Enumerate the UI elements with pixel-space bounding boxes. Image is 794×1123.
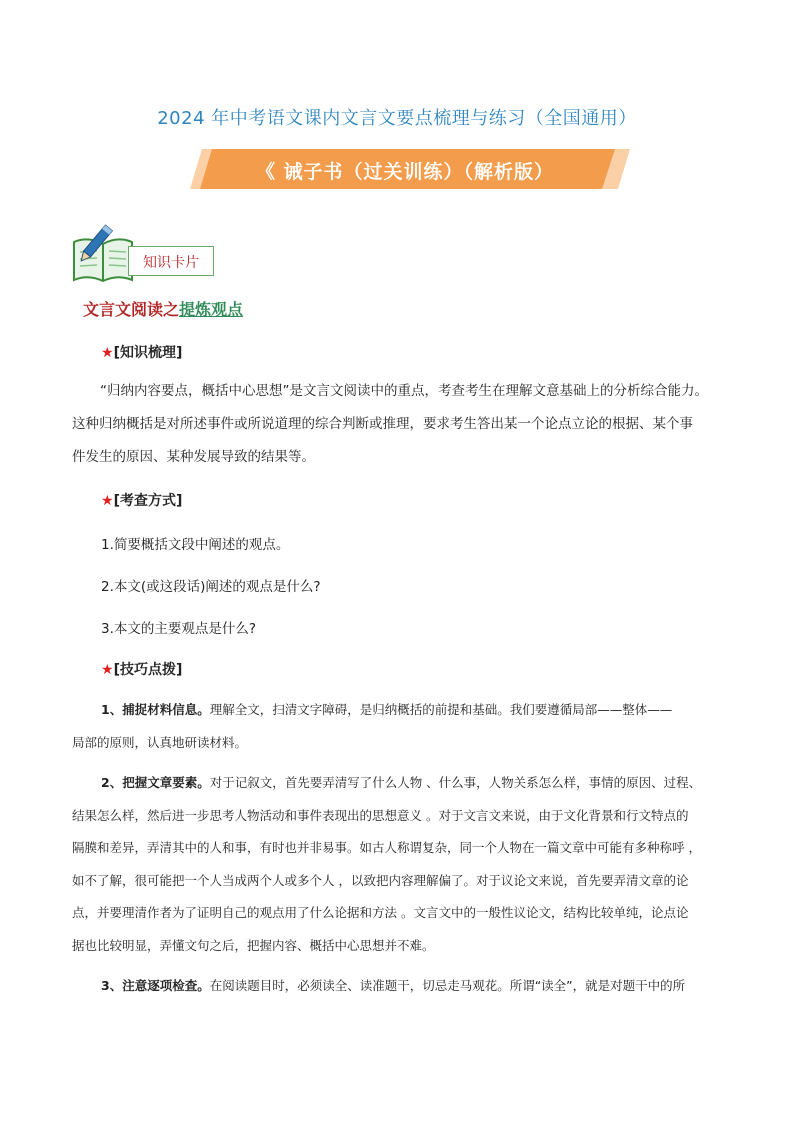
- tip-2-title: 2、把握文章要素。: [101, 775, 210, 790]
- document-title: 2024 年中考语文课内文言文要点梳理与练习（全国通用）: [157, 108, 637, 129]
- section-heading: [83, 297, 243, 320]
- knowledge-line-2: 这种归纳概括是对所述事件或所说道理的综合判断或推理，要求考生答出某一个论点立论的根据、某个事: [72, 416, 693, 432]
- tip-1: [72, 694, 724, 759]
- card-label-box: [128, 246, 214, 276]
- knowledge-heading: [101, 342, 182, 362]
- section-highlight: 提炼观点: [179, 300, 244, 319]
- tip-2-line-3: 隔膜和差异，弄清其中的人和事，有时也并非易事。如古人称谓复杂，同一个人物在一篇文章中可能有多种称呼 ，: [72, 840, 701, 855]
- star-icon: ★: [101, 493, 114, 509]
- knowledge-line-3: 件发生的原因、某种发展导致的结果等。: [72, 449, 315, 465]
- knowledge-line-1: “归纳内容要点，概括中心思想”是文言文阅读中的重点，考查考生在理解文意基础上的分析综合能力。: [100, 383, 708, 399]
- knowledge-heading-text: [知识梳理]: [113, 345, 183, 361]
- star-icon: ★: [101, 345, 114, 361]
- card-label: 知识卡片: [143, 255, 199, 271]
- tip-2-line-1: 对于记叙文，首先要弄清写了什么人物 、什么事，人物关系怎么样，事情的原因、过程、: [209, 775, 702, 790]
- tip-1-line-2: 局部的原则，认真地研读材料。: [72, 734, 248, 750]
- tip-3-title: 3、注意逐项检查。: [101, 978, 210, 993]
- tips-heading-text: [技巧点拨]: [113, 662, 183, 678]
- tip-2-line-4: 如不了解，很可能把一个人当成两个人或多个人 ，以致把内容理解偏了。对于议论文来说，首先要弄清文章的论: [72, 872, 689, 888]
- exam-item-1: 1.简要概括文段中阐述的观点。: [101, 537, 290, 553]
- exam-item-3: 3.本文的主要观点是什么?: [101, 621, 257, 637]
- knowledge-card-header: [70, 224, 220, 284]
- knowledge-paragraph: [72, 375, 724, 474]
- section-prefix: 文言文阅读之: [83, 300, 180, 319]
- exam-heading: [101, 490, 182, 510]
- tip-1-title: 1、捕捉材料信息。: [101, 702, 210, 717]
- exam-heading-text: [考查方式]: [113, 493, 183, 509]
- tips-heading: [101, 659, 182, 679]
- banner-title: 《 诫子书（过关训练）（解析版）: [255, 161, 555, 183]
- star-icon: ★: [101, 662, 114, 678]
- tip-2-line-2: 结果怎么样，然后进一步思考人物活动和事件表现出的思想意义 。对于文言文来说，由于文化背景和行文特点的: [72, 807, 689, 823]
- tip-3-line-1: 在阅读题目时，必须读全、读准题干，切忌走马观花。所谓“读全”，就是对题干中的所: [209, 978, 686, 993]
- tip-1-line-1: 理解全文，扫清文字障碍，是归纳概括的前提和基础。我们要遵循局部——整体——: [209, 702, 673, 717]
- tip-2: [72, 767, 724, 962]
- tip-2-line-6: 据也比较明显，弄懂文句之后，把握内容、概括中心思想并不难。: [72, 937, 435, 953]
- tip-3: [72, 970, 724, 1003]
- exam-item-2: 2.本文(或这段话)阐述的观点是什么?: [101, 579, 321, 595]
- tip-2-line-5: 点，并要理清作者为了证明自己的观点用了什么论据和方法 。文言文中的一般性议论文，结构比较单纯，论点论: [72, 905, 689, 920]
- title-banner: [190, 149, 630, 189]
